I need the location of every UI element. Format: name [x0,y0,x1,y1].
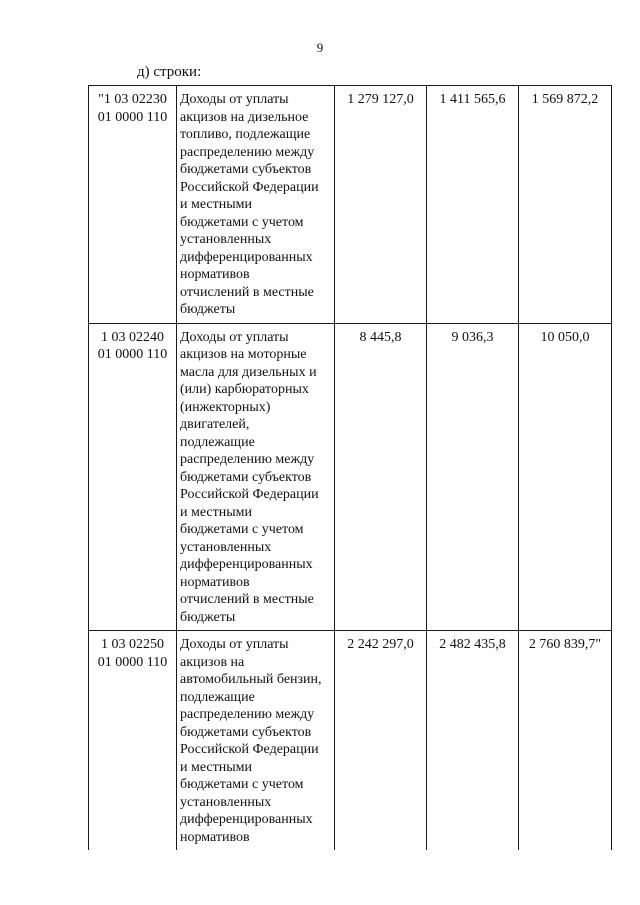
row-value-year-3: 2 760 839,7" [519,631,612,851]
row-code: 1 03 02250 01 0000 110 [89,631,177,851]
row-value-year-1: 1 279 127,0 [335,86,427,324]
revenue-table [88,85,612,850]
table-row [89,323,612,631]
page-number: 9 [316,40,324,55]
row-description: Доходы от уплаты акцизов на дизельное топливо, подлежащие распределению между бюджетами субъектов Российской Федерации и местными бюджетами с учетом установленных дифференцированных нормативов отчислений в местные бюджеты [177,86,335,324]
section-intro: д) строки: [137,64,202,80]
row-value-year-1: 2 242 297,0 [335,631,427,851]
table-row [89,86,612,324]
row-value-year-3: 10 050,0 [519,323,612,631]
row-value-year-3: 1 569 872,2 [519,86,612,324]
row-value-year-2: 9 036,3 [427,323,519,631]
row-description: Доходы от уплаты акцизов на автомобильный бензин, подлежащие распределению между бюджетами субъектов Российской Федерации и местными бюджетами с учетом установленных дифференцированных нормативов [177,631,335,851]
row-code: 1 03 02240 01 0000 110 [89,323,177,631]
row-code: "1 03 02230 01 0000 110 [89,86,177,324]
table-row [89,631,612,851]
row-value-year-2: 1 411 565,6 [427,86,519,324]
row-value-year-2: 2 482 435,8 [427,631,519,851]
row-description: Доходы от уплаты акцизов на моторные масла для дизельных и (или) карбюраторных (инжекторных) двигателей, подлежащие распределению между бюджетами субъектов Российской Федерации и местными бюджетами с учетом установленных дифференцированных нормативов отчислений в местные бюджеты [177,323,335,631]
row-value-year-1: 8 445,8 [335,323,427,631]
